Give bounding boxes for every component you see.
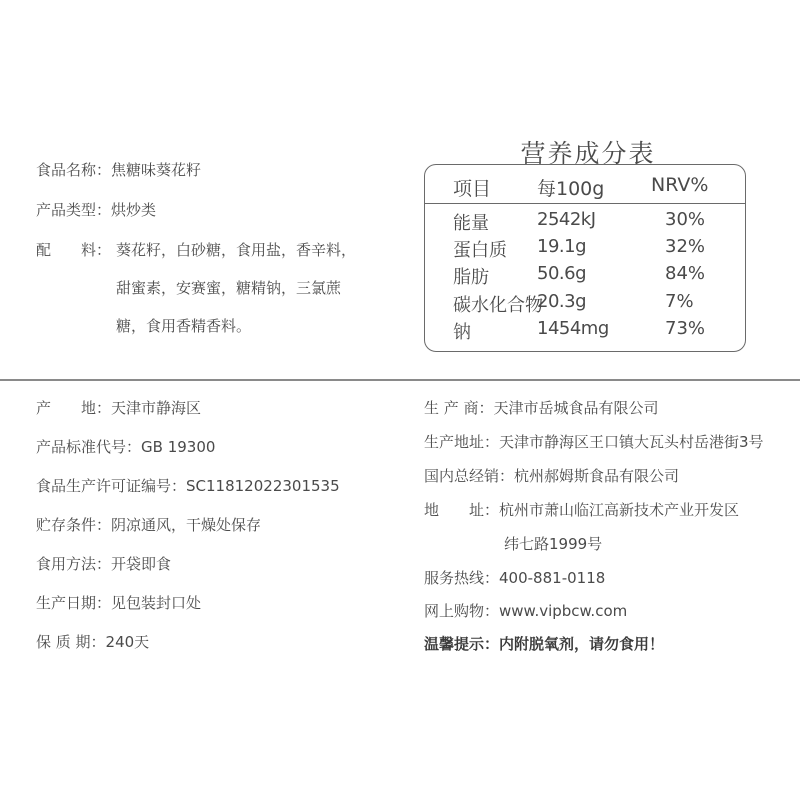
nutrition-table: [424, 164, 746, 352]
product-info: [36, 160, 416, 350]
production-date-label: 生产日期：: [36, 594, 112, 612]
nutrient-name: 钠: [453, 322, 471, 343]
website-label: 网上购物：: [424, 602, 500, 620]
ingredients-line-1: 葵花籽，白砂糖，食用盐，香辛料，: [116, 241, 357, 259]
storage-label: 贮存条件：: [36, 516, 112, 534]
hotline-row: [424, 568, 605, 588]
nutrient-name: 能量: [453, 213, 489, 234]
nutrient-nrv: 7%: [665, 291, 694, 312]
nutrition-title: 营养成分表: [520, 139, 656, 168]
usage-row: [36, 554, 171, 574]
product-name-value: 焦糖味葵花籽: [111, 161, 202, 179]
license-row: [36, 476, 340, 496]
storage-value: 阴凉通风，干燥处保存: [111, 516, 262, 534]
nutrition-row: [425, 291, 745, 318]
address-label: 地 址：: [424, 501, 500, 519]
nutrient-amount: 19.1g: [537, 236, 587, 257]
production-address-label: 生产地址：: [424, 433, 500, 451]
nutrient-nrv: 84%: [665, 263, 706, 284]
hotline-value: 400-881-0118: [499, 569, 606, 587]
nutrient-name: 碳水化合物: [453, 295, 543, 316]
nutrient-name: 脂肪: [453, 267, 489, 288]
standard-code-value: GB 19300: [141, 438, 216, 456]
shelf-life-row: [36, 632, 149, 652]
product-name-label: 食品名称：: [36, 161, 112, 179]
origin-value: 天津市静海区: [111, 399, 202, 417]
nutrient-name: 蛋白质: [453, 240, 507, 261]
license-value: SC11812022301535: [186, 477, 340, 495]
nutrition-row: [425, 209, 745, 236]
distributor-label: 国内总经销：: [424, 467, 515, 485]
origin-row: [36, 398, 201, 418]
production-date-row: [36, 593, 201, 613]
producer-value: 天津市岳城食品有限公司: [493, 399, 659, 417]
nutrient-amount: 2542kJ: [537, 209, 596, 230]
production-date-value: 见包装封口处: [111, 594, 202, 612]
nutrient-nrv: 73%: [665, 318, 706, 339]
usage-label: 食用方法：: [36, 555, 112, 573]
ingredients-line-3: 糖，食用香精香料。: [116, 317, 252, 335]
left-details: [36, 398, 406, 658]
product-type-value: 烘炒类: [111, 201, 157, 219]
warning-label: 温馨提示：: [424, 635, 500, 653]
shelf-life-value: 240天: [105, 633, 150, 651]
header-per100g: 每100g: [537, 178, 605, 200]
license-label: 食品生产许可证编号：: [36, 477, 187, 495]
nutrition-row: [425, 236, 745, 263]
nutrition-row: [425, 318, 745, 345]
section-divider: [0, 379, 800, 381]
header-item: 项目: [453, 178, 492, 200]
product-type-row: [36, 200, 156, 220]
usage-value: 开袋即食: [111, 555, 172, 573]
product-type-label: 产品类型：: [36, 201, 112, 219]
ingredients-row: [36, 240, 111, 260]
origin-label: 产 地：: [36, 399, 112, 417]
header-nrv: NRV%: [651, 174, 709, 196]
warning-row: [424, 634, 664, 654]
nutrient-nrv: 32%: [665, 236, 706, 257]
production-address-row: [424, 432, 764, 452]
nutrition-row: [425, 263, 745, 290]
standard-code-label: 产品标准代号：: [36, 438, 142, 456]
hotline-label: 服务热线：: [424, 569, 500, 587]
nutrient-nrv: 30%: [665, 209, 706, 230]
address-line-1: 杭州市萧山临江高新技术产业开发区: [499, 501, 740, 519]
website-link[interactable]: www.vipbcw.com: [499, 602, 628, 620]
distributor-row: [424, 466, 679, 486]
standard-code-row: [36, 437, 215, 457]
producer-row: [424, 398, 659, 418]
producer-label: 生 产 商：: [424, 399, 494, 417]
product-name-row: [36, 160, 201, 180]
distributor-value: 杭州郝姆斯食品有限公司: [514, 467, 680, 485]
nutrition-header: [425, 165, 745, 204]
warning-value: 内附脱氧剂，请勿食用！: [499, 635, 665, 653]
nutrient-amount: 50.6g: [537, 263, 587, 284]
address-line-2: 纬七路1999号: [504, 535, 603, 553]
production-address-value: 天津市静海区王口镇大瓦头村岳港街3号: [499, 433, 764, 451]
nutrient-amount: 20.3g: [537, 291, 587, 312]
address-row: [424, 500, 739, 520]
right-details: [424, 398, 800, 658]
ingredients-line-2: 甜蜜素，安赛蜜，糖精钠，三氯蔗: [116, 279, 342, 297]
nutrient-amount: 1454mg: [537, 318, 609, 339]
website-row: [424, 601, 627, 621]
ingredients-label: 配 料：: [36, 241, 112, 259]
storage-row: [36, 515, 261, 535]
shelf-life-label: 保 质 期：: [36, 633, 106, 651]
